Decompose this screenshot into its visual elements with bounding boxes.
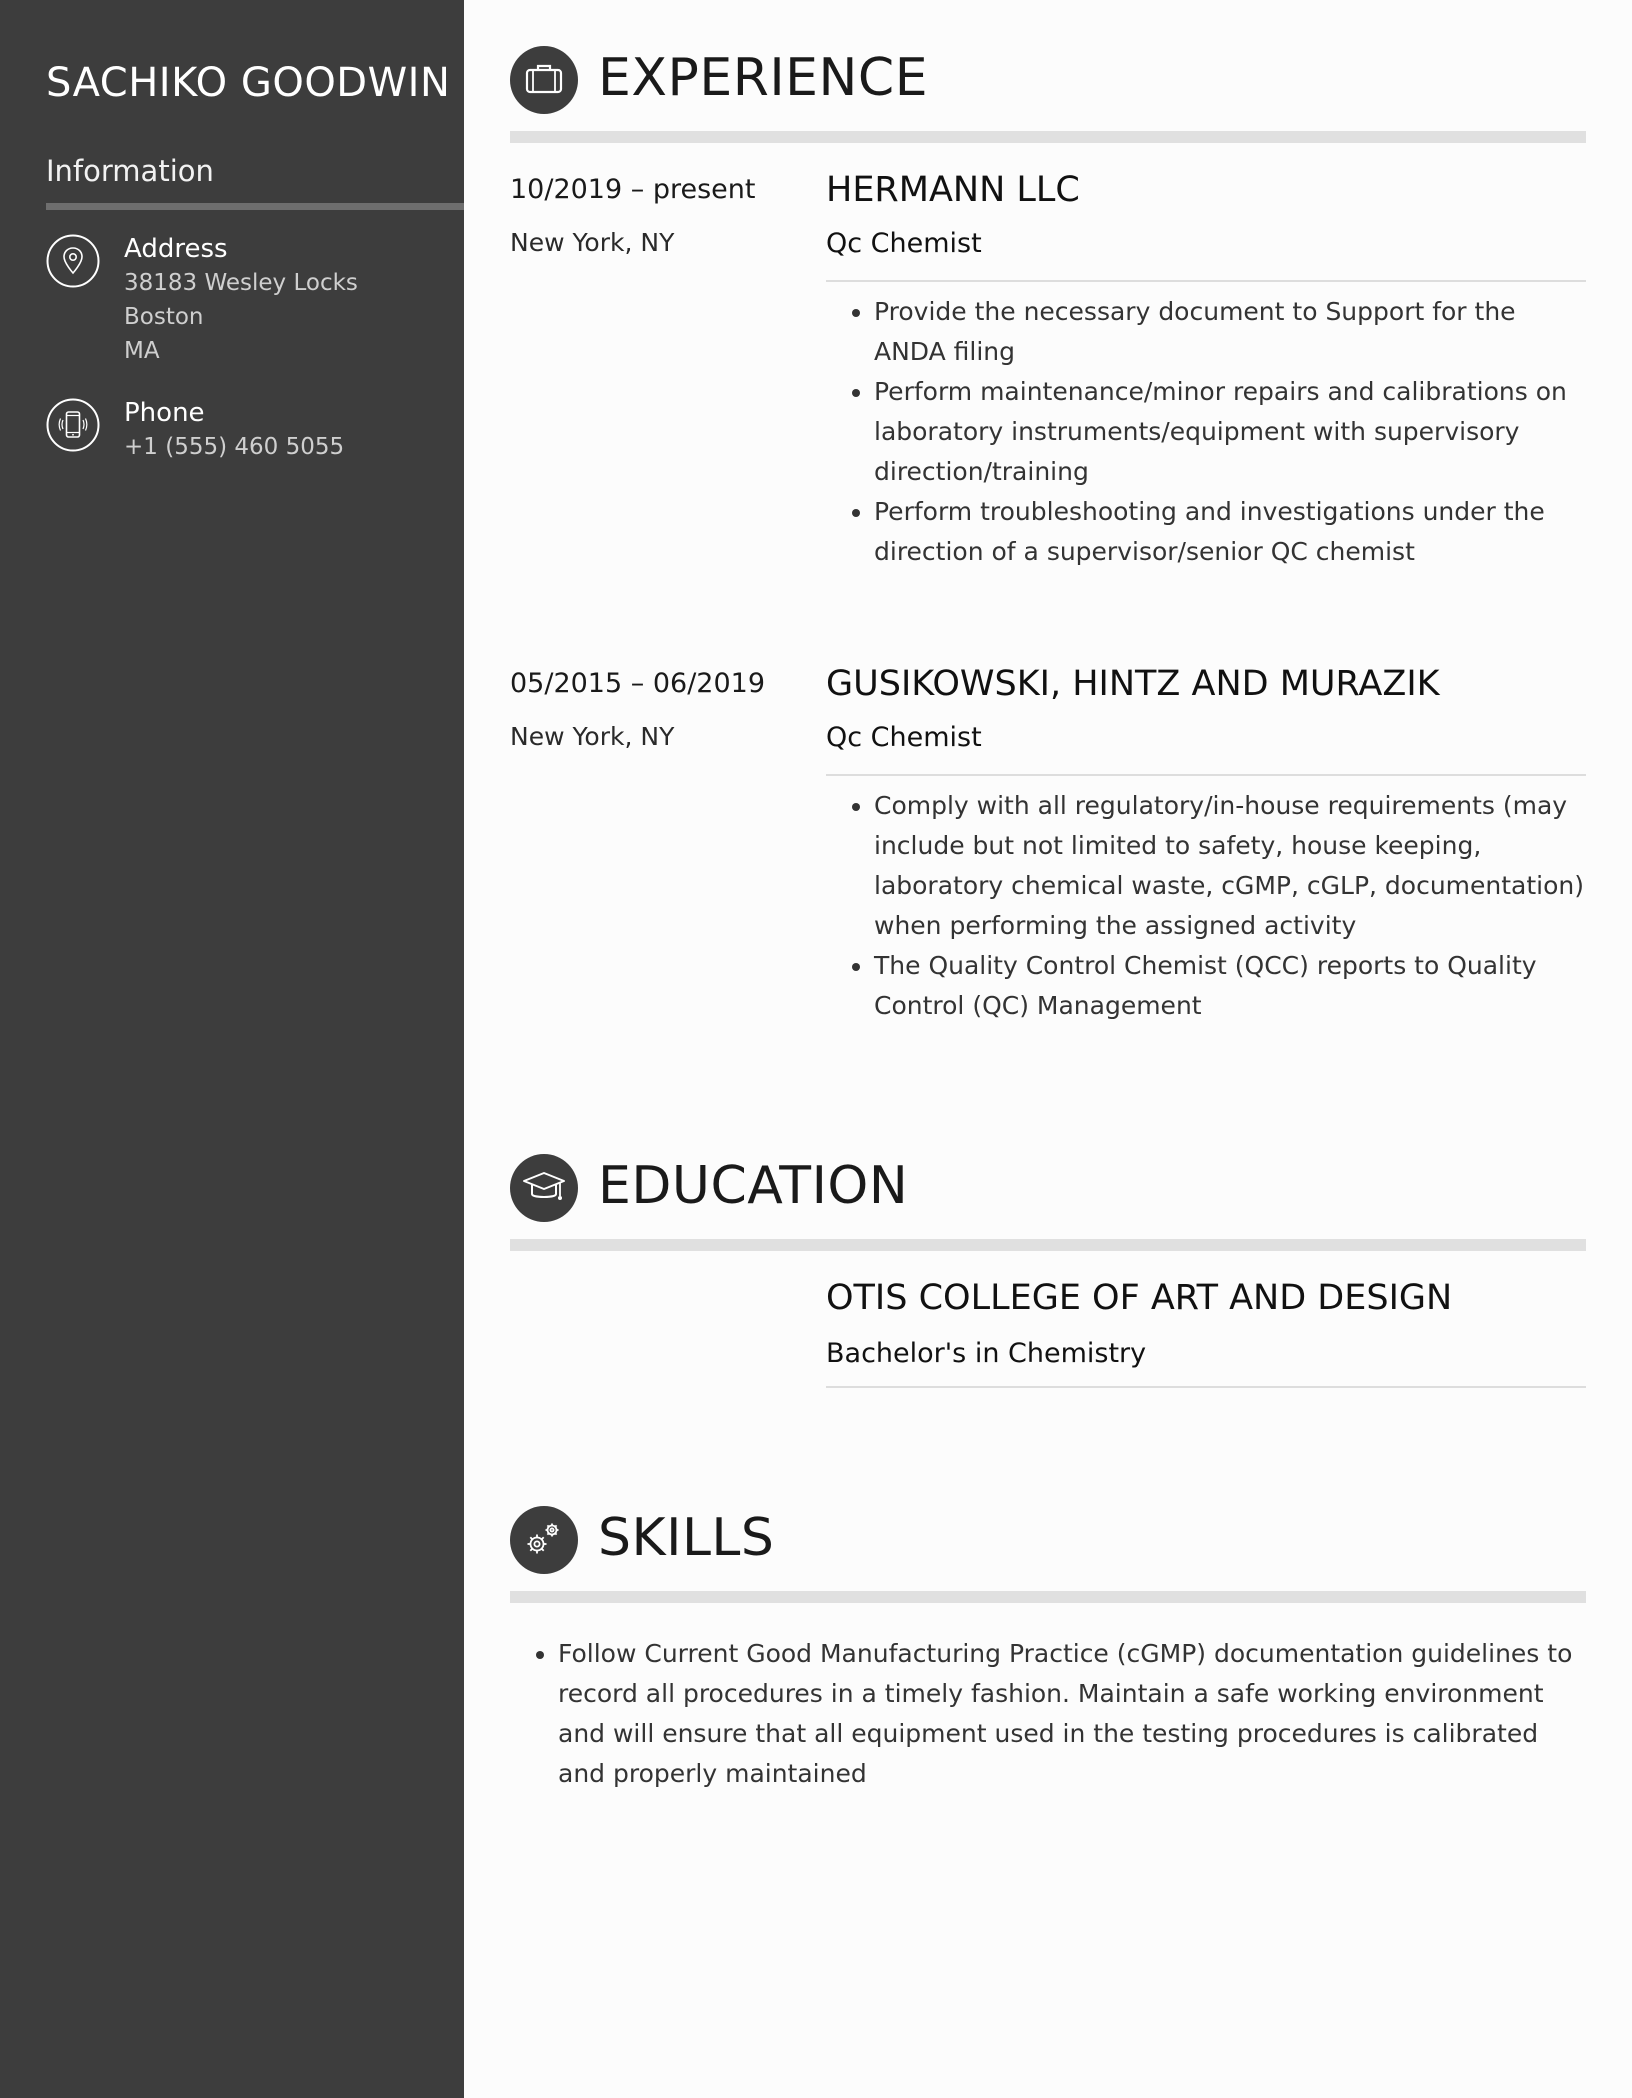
job-dates: 10/2019 – present <box>510 174 756 205</box>
education-school: OTIS COLLEGE OF ART AND DESIGN <box>826 1278 1453 1318</box>
job-company: GUSIKOWSKI, HINTZ AND MURAZIK <box>826 664 1440 704</box>
skills-list <box>510 1634 1586 1794</box>
gears-icon <box>510 1506 578 1574</box>
education-degree: Bachelor's in Chemistry <box>826 1338 1147 1369</box>
experience-title-bar <box>510 131 1586 143</box>
education-title-bar <box>510 1239 1586 1251</box>
mobile-phone-icon <box>46 398 100 452</box>
graduation-cap-icon <box>510 1154 578 1222</box>
job-company: HERMANN LLC <box>826 170 1080 210</box>
job-divider <box>826 280 1586 282</box>
job-title: Qc Chemist <box>826 722 982 753</box>
sidebar <box>0 0 464 2098</box>
job-bullets <box>826 786 1586 1026</box>
briefcase-icon <box>510 46 578 114</box>
skills-section-header <box>510 1506 1586 1606</box>
address-line-state: MA <box>124 338 160 364</box>
skill-item: • Follow Current Good Manufacturing Practice (cGMP) documentation guidelines to record all procedures in a timely fashion. Maintain a safe working environment and will ensure that all equipment used in the testing procedures is calibrated and properly maintained <box>558 1634 1586 1794</box>
education-title: EDUCATION <box>598 1156 909 1216</box>
job-bullet: • Comply with all regulatory/in-house requirements (may include but not limited to safety, house keeping, laboratory chemical waste, cGMP, cGLP, documentation) when performing the assigned activity <box>874 786 1586 946</box>
job-bullet: • Perform troubleshooting and investigations under the direction of a supervisor/senior QC chemist <box>874 492 1586 572</box>
experience-section-header <box>510 46 1586 146</box>
job-dates: 05/2015 – 06/2019 <box>510 668 765 699</box>
job-bullet: • The Quality Control Chemist (QCC) reports to Quality Control (QC) Management <box>874 946 1586 1026</box>
job-entry <box>510 664 1586 1048</box>
phone-number: +1 (555) 460 5055 <box>124 434 345 460</box>
education-section-header <box>510 1154 1586 1254</box>
skills-title-bar <box>510 1591 1586 1603</box>
address-label: Address <box>124 234 228 264</box>
candidate-name: SACHIKO GOODWIN <box>46 60 451 106</box>
main-content <box>464 0 1632 2098</box>
skills-title: SKILLS <box>598 1508 775 1568</box>
education-divider <box>826 1386 1586 1388</box>
job-divider <box>826 774 1586 776</box>
job-location: New York, NY <box>510 228 675 257</box>
experience-title: EXPERIENCE <box>598 48 929 108</box>
information-divider <box>46 203 464 210</box>
job-bullets <box>826 292 1586 572</box>
phone-label: Phone <box>124 398 205 428</box>
address-line-street: 38183 Wesley Locks <box>124 270 358 296</box>
job-title: Qc Chemist <box>826 228 982 259</box>
job-entry <box>510 170 1586 594</box>
job-bullet: • Provide the necessary document to Support for the ANDA filing <box>874 292 1586 372</box>
address-block <box>46 234 456 364</box>
address-line-city: Boston <box>124 304 204 330</box>
job-location: New York, NY <box>510 722 675 751</box>
job-bullet: • Perform maintenance/minor repairs and calibrations on laboratory instruments/equipment with supervisory direction/training <box>874 372 1586 492</box>
phone-block <box>46 398 456 458</box>
location-pin-icon <box>46 234 100 288</box>
information-heading: Information <box>46 154 214 188</box>
